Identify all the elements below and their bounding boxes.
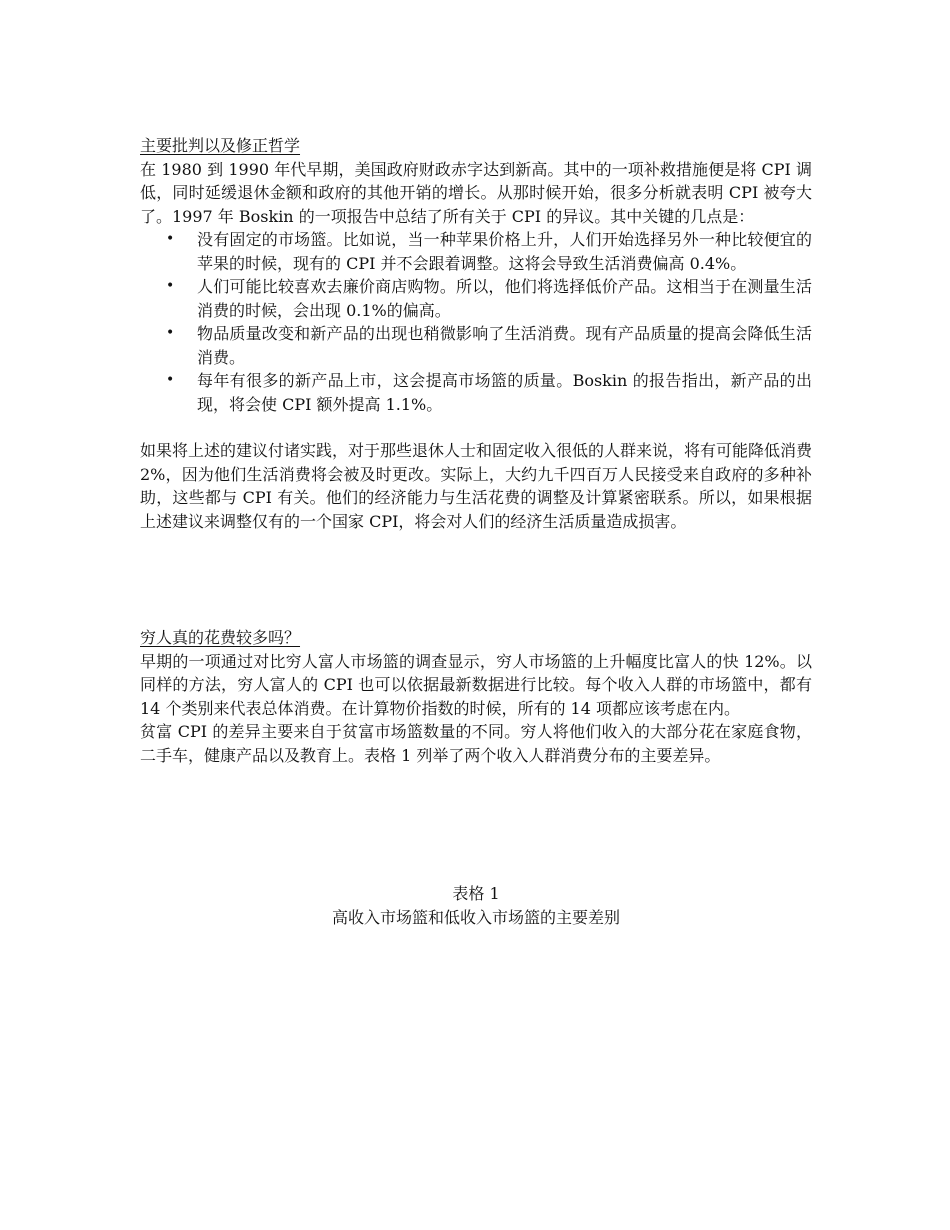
list-item-text: 每年有很多的新产品上市，这会提高市场篮的质量。Boskin 的报告指出，新产品的出现，将会使 CPI 额外提高 1.1%。	[197, 371, 812, 414]
difference-paragraph: 贫富 CPI 的差异主要来自于贫富市场篮数量的不同。穷人将他们收入的大部分花在家庭食物，二手车，健康产品以及教育上。表格 1 列举了两个收入人群消费分布的主要差异。	[140, 722, 812, 765]
list-item-text: 物品质量改变和新产品的出现也稍微影响了生活消费。现有产品质量的提高会降低生活消费。	[197, 324, 812, 367]
conclusion-paragraph: 如果将上述的建议付诸实践，对于那些退休人士和固定收入很低的人群来说，将有可能降低消费 2%，因为他们生活消费将会被及时更改。实际上，大约九千四百万人民接受来自政府的多种补助，这些都与 CPI 有关。他们的经济能力与生活花费的调整及计算紧密联系。所以，如果根据上述建议来调整仅有的一个国家 CPI，将会对人们的经济生活质量造成损害。	[140, 441, 813, 531]
bullet-icon: •	[166, 325, 175, 341]
list-item	[140, 322, 812, 369]
spacer	[140, 416, 812, 439]
document-page	[140, 134, 812, 929]
table-label: 表格 1	[452, 884, 500, 903]
section-heading-critique: 主要批判以及修正哲学	[140, 136, 301, 155]
survey-paragraph: 早期的一项通过对比穷人富人市场篮的调查显示，穷人市场篮的上升幅度比富人的快 12%。以同样的方法，穷人富人的 CPI 也可以依据最新数据进行比较。每个收入人群的市场篮中，都有 14 个类别来代表总体消费。在计算物价指数的时候，所有的 14 项都应该考虑在内。	[140, 651, 812, 718]
spacer	[140, 533, 812, 626]
list-item-text: 没有固定的市场篮。比如说，当一种苹果价格上升，人们开始选择另外一种比较便宜的苹果的时候，现有的 CPI 并不会跟着调整。这将会导致生活消费偏高 0.4%。	[197, 230, 812, 273]
bullet-icon: •	[166, 372, 175, 388]
table-title: 高收入市场篮和低收入市场篮的主要差别	[331, 907, 620, 927]
bullet-icon: •	[166, 278, 175, 294]
key-points-list	[140, 228, 812, 416]
bullet-icon: •	[166, 231, 175, 247]
list-item	[140, 275, 812, 322]
list-item	[140, 369, 812, 416]
list-item	[140, 228, 812, 275]
intro-paragraph: 在 1980 到 1990 年代早期，美国政府财政赤字达到新高。其中的一项补救措施便是将 CPI 调低，同时延缓退休金额和政府的其他开销的增长。从那时候开始，很多分析就表明 CPI 被夸大了。1997 年 Boskin 的一项报告中总结了所有关于 CPI 的异议。其中关键的几点是：	[140, 159, 812, 226]
section-heading-poor-spending: 穷人真的花费较多吗？	[140, 628, 301, 647]
list-item-text: 人们可能比较喜欢去廉价商店购物。所以，他们将选择低价产品。这相当于在测量生活消费的时候，会出现 0.1%的偏高。	[197, 277, 812, 320]
spacer	[140, 767, 812, 882]
